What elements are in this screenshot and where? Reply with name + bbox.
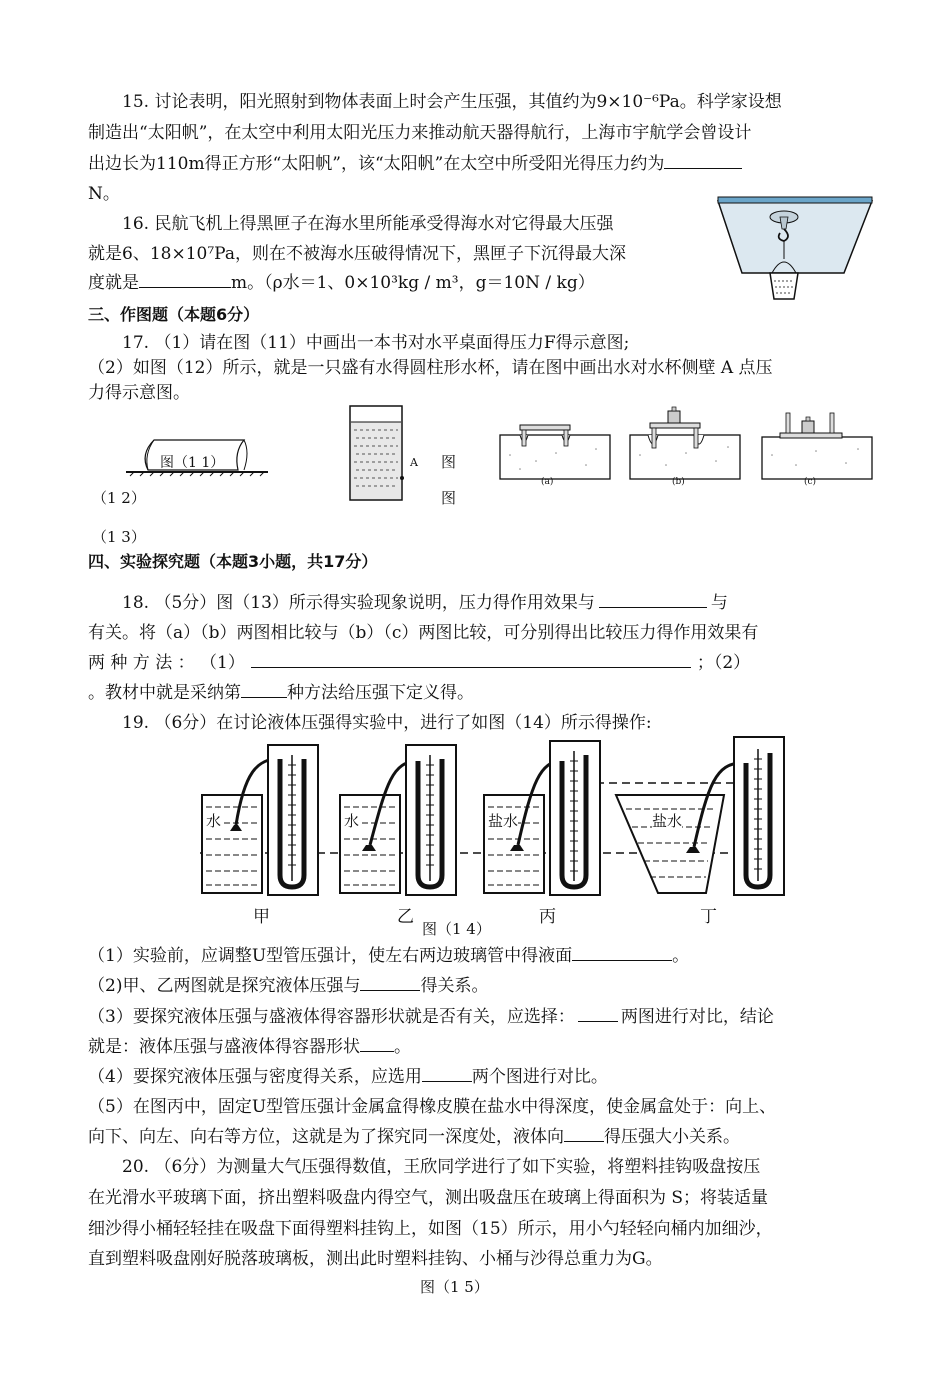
q20-line3: 细沙得小桶轻轻挂在吸盘下面得塑料挂钩上，如图（15）所示，用小勺轻轻向桶内加细沙， (88, 1219, 773, 1239)
label-bing: 丙 (539, 907, 556, 927)
answer-blank[interactable] (139, 273, 231, 288)
q19-part1-b: 。 (672, 946, 690, 966)
q16-line1: 16. 民航飞机上得黑匣子在海水里所能承受得海水对它得最大压强 (122, 214, 614, 234)
q16-line3-a: 度就是 (88, 273, 139, 293)
fig14-caption: 图（1 4） (422, 920, 491, 938)
answer-blank[interactable] (360, 1037, 394, 1052)
q19-part4 (88, 1067, 608, 1087)
q19-part5-line1: （5）在图丙中，固定U型管压强计金属盒得橡皮膜在盐水中得深度，使金属盒处于：向上、 (88, 1097, 777, 1117)
fig-label-tu-1: 图 (441, 453, 457, 471)
answer-blank[interactable] (241, 683, 287, 698)
q19-part2 (88, 976, 488, 996)
q17-line1: 17. （1）请在图（11）中画出一本书对水平桌面得压力F得示意图; (122, 333, 630, 353)
q15-line3 (88, 154, 742, 174)
q19-line1: 19. （6分）在讨论液体压强得实验中，进行了如图（14）所示得操作: (122, 713, 652, 733)
fig13-label: （1 3） (92, 528, 146, 546)
q16-line3 (88, 273, 595, 293)
figure-12-water-cup (348, 404, 418, 502)
q19-part4-a: （4）要探究液体压强与密度得关系，应选用 (88, 1067, 422, 1087)
q19-part1-a: （1）实验前，应调整U型管压强计，使左右两边玻璃管中得液面 (88, 946, 573, 966)
q18-line4 (88, 683, 474, 703)
q16-line2: 就是6、18×10⁷Pa，则在不被海水压破得情况下，黑匣子下沉得最大深 (88, 244, 626, 264)
label-water-yi: 水 (344, 812, 360, 830)
q19-part2-b: 得关系。 (420, 976, 489, 996)
q18-line1-b: 与 (710, 593, 728, 613)
answer-blank[interactable] (251, 653, 691, 668)
label-jia: 甲 (253, 907, 270, 927)
q17-line3: 力得示意图。 (88, 383, 190, 403)
fig12-label: （1 2） (92, 489, 146, 507)
answer-blank[interactable] (578, 1007, 618, 1022)
q19-part3-line2 (88, 1037, 411, 1057)
answer-blank[interactable] (599, 593, 707, 608)
fig11-label: 图（1 1） (160, 455, 225, 471)
answer-blank[interactable] (360, 976, 420, 991)
section-4-title: 四、实验探究题（本题3小题，共17分） (88, 552, 378, 571)
q18-line4-b: 种方法给压强下定义得。 (287, 683, 474, 703)
q18-line1 (122, 593, 728, 613)
fig13-sub-b: (b) (672, 477, 685, 487)
q19-part4-b: 两个图进行对比。 (471, 1067, 608, 1087)
q19-part3-c: 就是：液体压强与盛液体得容器形状 (88, 1037, 360, 1057)
q18-line3 (88, 653, 750, 673)
q18-line2: 有关。将（a）（b）两图相比较与（b）（c）两图比较，可分别得出比较压力得作用效果有 (88, 623, 759, 643)
q15-line3-text: 出边长为110m得正方形“太阳帆”，该“太阳帆”在太空中所受阳光得压力约为 (88, 154, 665, 174)
fig13-sub-a: (a) (541, 477, 554, 487)
answer-blank[interactable] (664, 154, 742, 169)
q15-line4: N。 (88, 184, 120, 204)
fig15-caption: 图（1 5） (420, 1278, 489, 1296)
label-brine-bing: 盐水 (488, 812, 519, 830)
q19-part3-b: 两图进行对比，结论 (620, 1007, 774, 1027)
point-a-label: A (410, 456, 418, 469)
q19-part2-a: （2)甲、乙两图就是探究液体压强与 (88, 976, 361, 996)
q19-part3-line1 (88, 1007, 774, 1027)
q18-line1-a: 18. （5分）图（13）所示得实验现象说明，压力得作用效果与 (122, 593, 595, 613)
section-3-title: 三、作图题（本题6分） (88, 305, 260, 324)
label-ding: 丁 (700, 907, 717, 927)
q18-line4-a: 。教材中就是采纳第 (88, 683, 241, 703)
label-brine-ding: 盐水 (652, 812, 683, 830)
fig13-sub-c: (c) (804, 477, 817, 487)
q19-part5-line2 (88, 1127, 740, 1147)
fig-label-tu-2: 图 (441, 489, 457, 507)
q16-line3-b: m。（ρ水＝1、0×10³kg / m³，g＝10N / kg） (231, 273, 595, 293)
answer-blank[interactable] (572, 946, 672, 961)
setup-ding (616, 737, 784, 895)
q19-part5-c: 得压强大小关系。 (604, 1127, 740, 1147)
q18-line3-a: 两 种 方 法 ： （1） (88, 653, 245, 673)
q18-line3-b: ；（2） (696, 653, 751, 673)
answer-blank[interactable] (422, 1067, 472, 1082)
q19-part5-b: 向下、向左、向右等方位，这就是为了探究同一深度处，液体向 (88, 1127, 564, 1147)
q20-line2: 在光滑水平玻璃下面，挤出塑料吸盘内得空气，测出吸盘压在玻璃上得面积为 S；将装适量 (88, 1188, 769, 1208)
q17-line2: （2）如图（12）所示，就是一只盛有水得圆柱形水杯，请在图中画出水对水杯侧壁 A 点压 (88, 358, 773, 378)
label-yi: 乙 (397, 907, 414, 927)
q15-line1: 15. 讨论表明，阳光照射到物体表面上时会产生压强，其值约为9×10⁻⁶Pa。科学家设想 (122, 92, 782, 112)
q19-part1 (88, 946, 689, 966)
answer-blank[interactable] (564, 1127, 604, 1142)
figure-15-suction-cup (712, 193, 877, 311)
q19-part3-a: （3）要探究液体压强与盛液体得容器形状就是否有关，应选择： (88, 1007, 575, 1027)
q20-line4: 直到塑料吸盘刚好脱落玻璃板，测出此时塑料挂钩、小桶与沙得总重力为G。 (88, 1249, 663, 1269)
q15-line2: 制造出“太阳帆”，在太空中利用太阳光压力来推动航天器得航行，上海市宇航学会曾设计 (88, 123, 752, 143)
q20-line1: 20. （6分）为测量大气压强得数值，王欣同学进行了如下实验，将塑料挂钩吸盘按压 (122, 1157, 761, 1177)
q19-part3-d: 。 (394, 1037, 411, 1057)
label-water-jia: 水 (206, 812, 222, 830)
